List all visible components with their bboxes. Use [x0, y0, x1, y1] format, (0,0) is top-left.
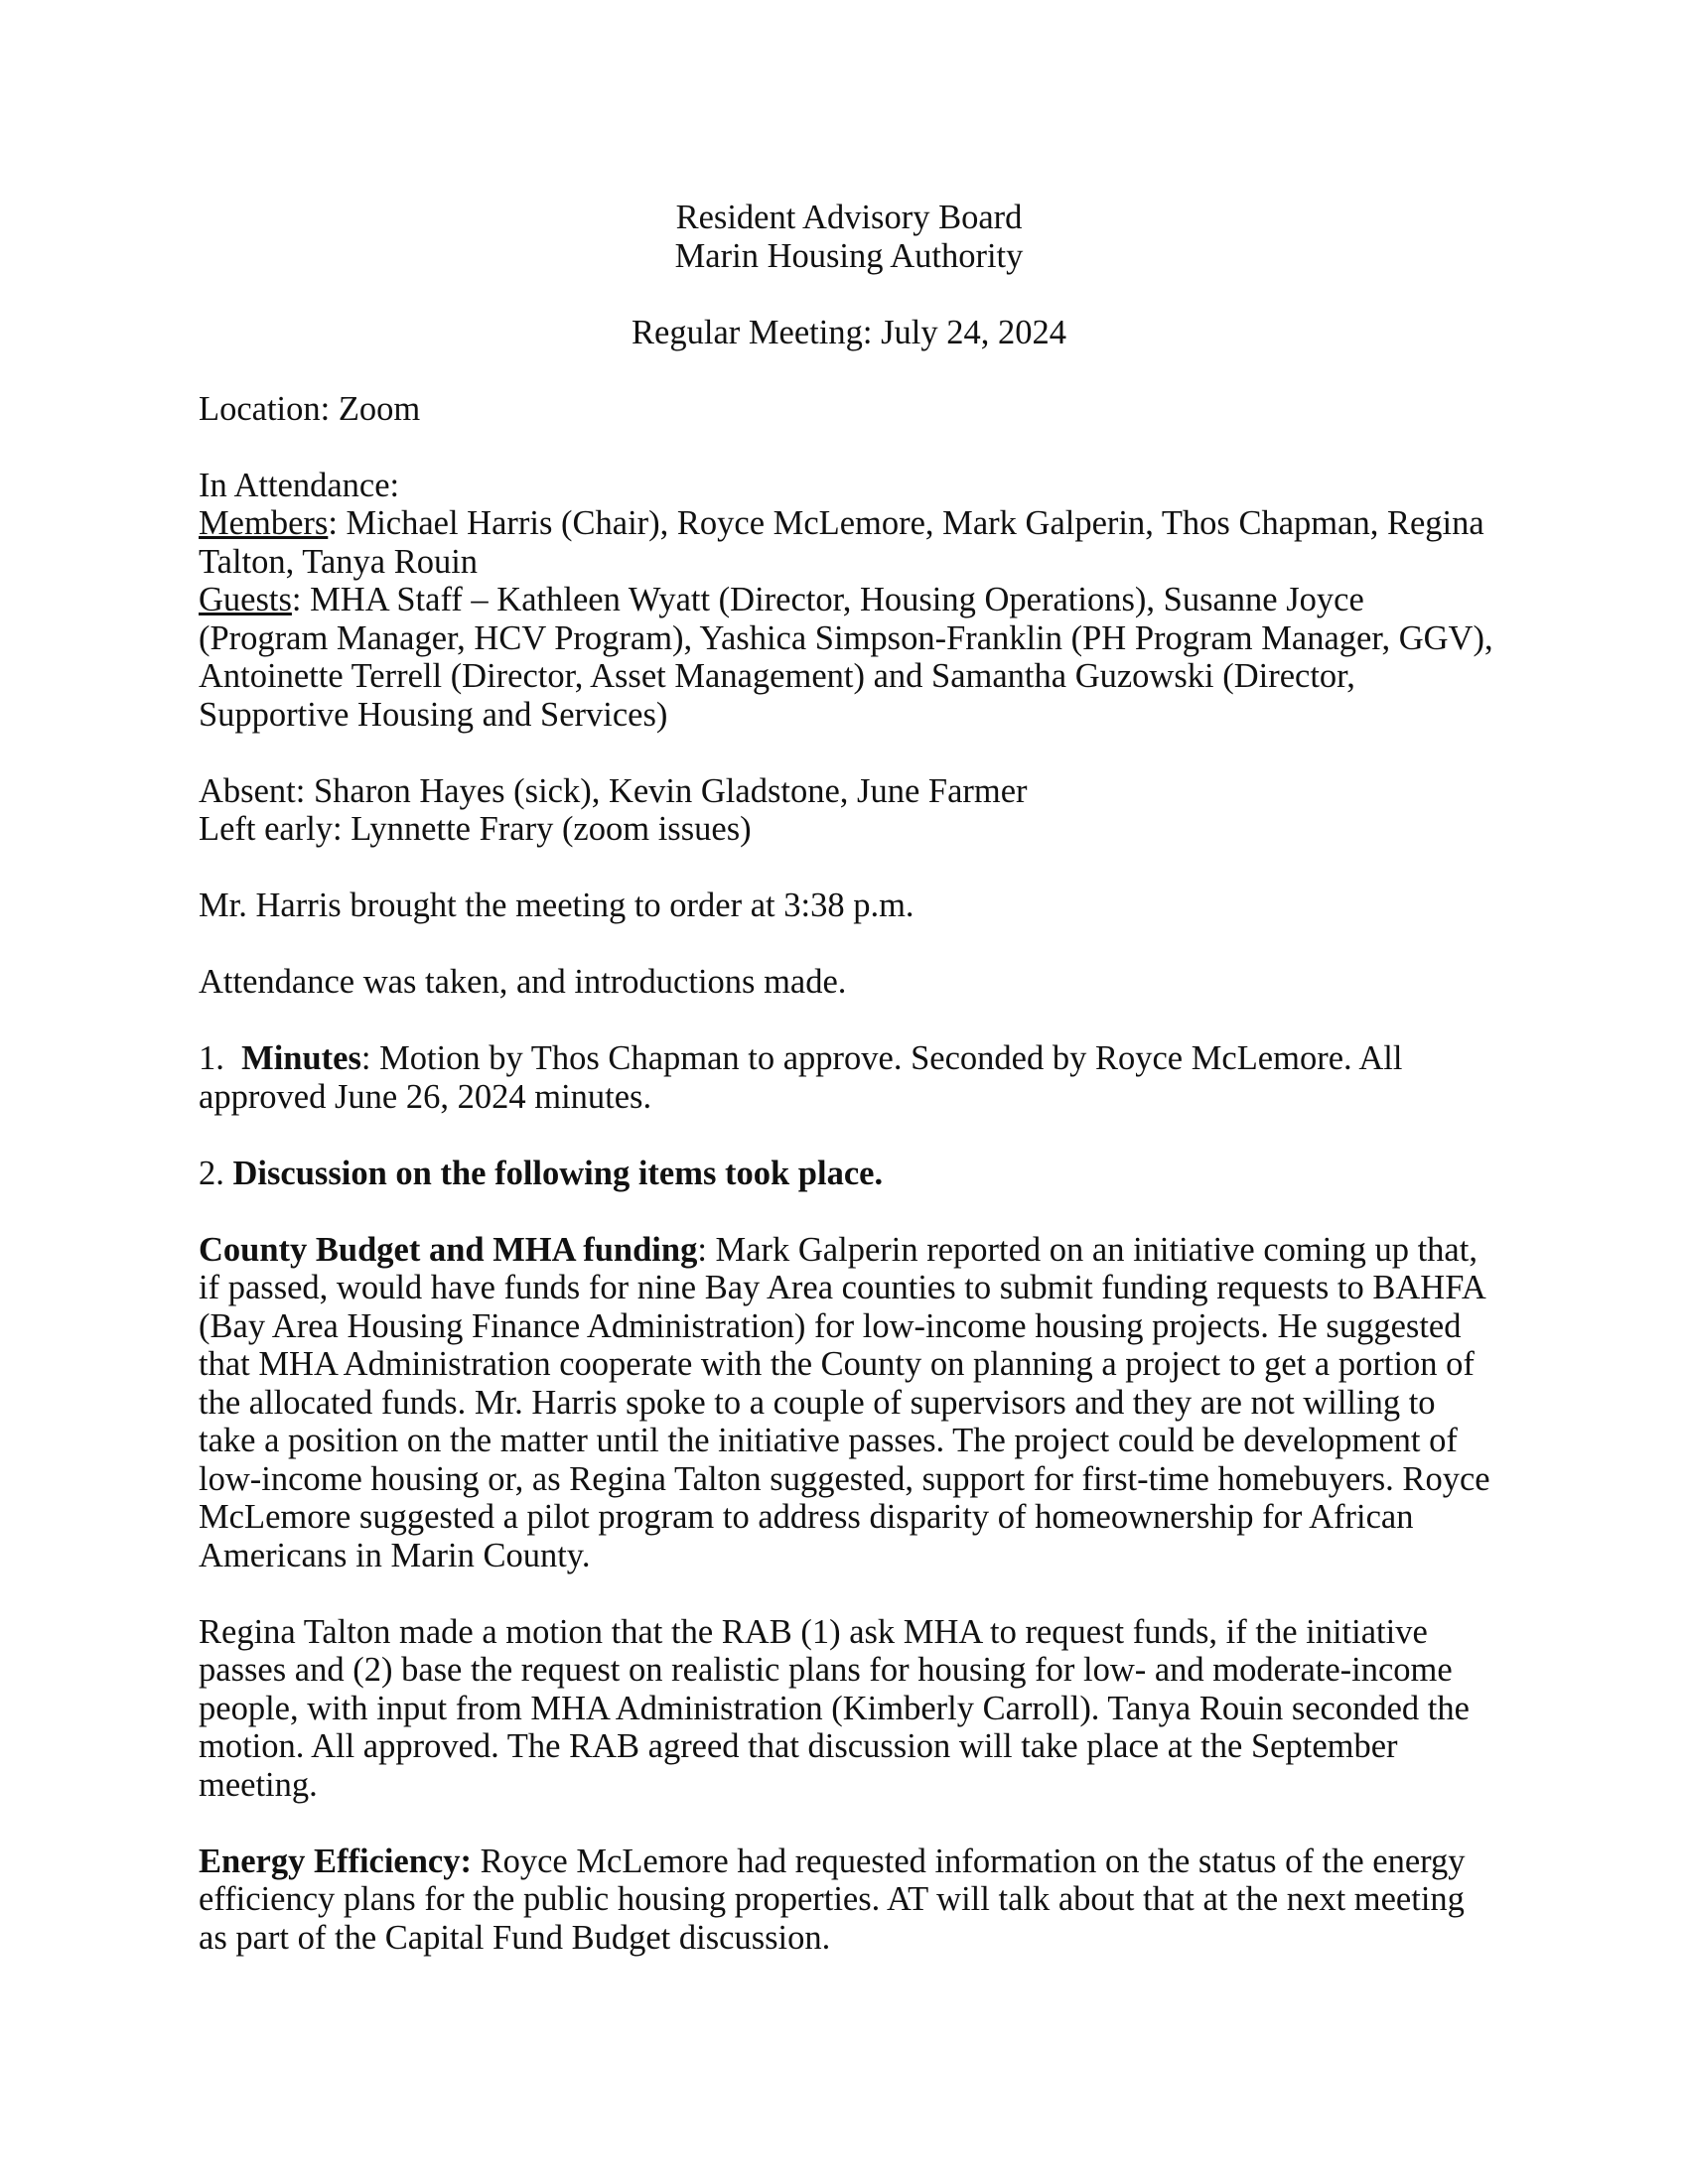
location: Location: Zoom: [199, 389, 421, 428]
meeting-date: Regular Meeting: July 24, 2024: [632, 313, 1066, 351]
item-minutes-text: : Motion by Thos Chapman to approve. Seconded by Royce McLemore. All approved June 26, 2024 minutes.: [199, 1039, 1403, 1116]
county-budget-title: County Budget and MHA funding: [199, 1230, 698, 1269]
county-budget-text: : Mark Galperin reported on an initiative coming up that, if passed, would have funds for nine Bay Area counties to submit funding requests to BAHFA (Bay Area Housing Finance Administration) for low-income housing projects. He suggested that MHA Administration cooperate with the County on planning a project to get a portion of the allocated funds. Mr. Harris spoke to a couple of supervisors and they are not willing to take a position on the matter until the initiative passes. The project could be development of low-income housing or, as Regina Talton suggested, support for first-time homebuyers. Royce McLemore suggested a pilot program to address disparity of homeownership for African Americans in Marin County.: [199, 1230, 1490, 1574]
members-line: [199, 504, 1499, 581]
item-discussion: [199, 1155, 1499, 1193]
item-discussion-number: 2.: [199, 1154, 233, 1192]
guests-list: : MHA Staff – Kathleen Wyatt (Director, Housing Operations), Susanne Joyce (Program Manager, HCV Program), Yashica Simpson-Franklin (PH Program Manager, GGV), Antoinette Terrell (Director, Asset Management) and Samantha Guzowski (Director, Supportive Housing and Services): [199, 581, 1493, 734]
members-list: : Michael Harris (Chair), Royce McLemore, Mark Galperin, Thos Chapman, Regina Talton, Tanya Rouin: [199, 504, 1484, 581]
item-minutes-number: 1.: [199, 1039, 242, 1077]
energy-efficiency-text: Royce McLemore had requested information on the status of the energy efficiency plans for the public housing properties. AT will talk about that at the next meeting as part of the Capital Fund Budget discussion.: [199, 1842, 1466, 1957]
header-board-name: Resident Advisory Board: [675, 199, 1023, 236]
members-label: Members: [199, 504, 329, 542]
energy-efficiency-title: Energy Efficiency:: [199, 1842, 472, 1880]
header-authority-name: Marin Housing Authority: [674, 236, 1024, 275]
item-minutes-title: Minutes: [241, 1039, 361, 1077]
guests-label: Guests: [199, 581, 292, 618]
call-to-order: Mr. Harris brought the meeting to order at 3:38 p.m.: [199, 887, 914, 924]
motion-paragraph: Regina Talton made a motion that the RAB (1) ask MHA to request funds, if the initiative passes and (2) base the request on realistic plans for housing for low- and moderate-income people, with input from MHA Administration (Kimberly Carroll). Tanya Rouin seconded the motion. All approved. The RAB agreed that discussion will take place at the September meeting.: [199, 1612, 1470, 1804]
document-page: [199, 199, 1499, 1957]
absent-line: Absent: Sharon Hayes (sick), Kevin Gladstone, June Farmer: [199, 771, 1028, 810]
attendance-heading: In Attendance:: [199, 466, 400, 504]
county-budget-paragraph: [199, 1231, 1499, 1575]
attendance-taken: Attendance was taken, and introductions made.: [199, 963, 847, 1001]
item-discussion-title: Discussion on the following items took place.: [232, 1154, 884, 1192]
attendance-section: [199, 467, 1499, 735]
left-early-line: Left early: Lynnette Frary (zoom issues): [199, 810, 752, 848]
energy-efficiency-paragraph: [199, 1843, 1499, 1958]
absence-section: [199, 772, 1499, 849]
item-minutes: [199, 1039, 1499, 1116]
guests-line: [199, 581, 1499, 734]
